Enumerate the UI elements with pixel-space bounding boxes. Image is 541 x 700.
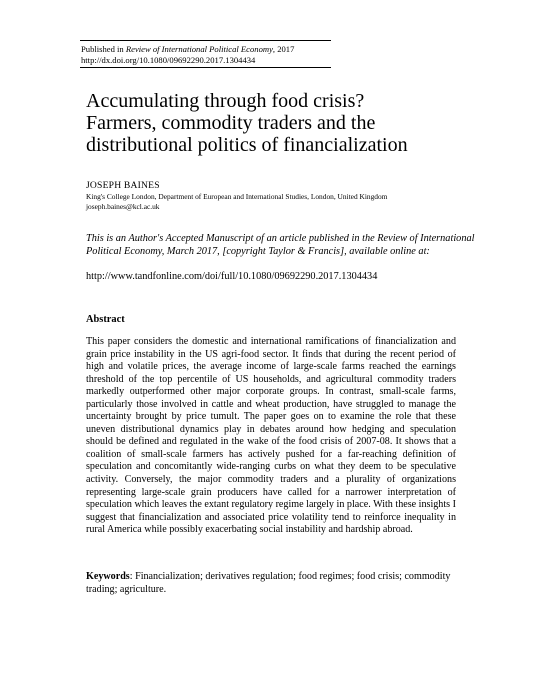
title-line: distributional politics of financialization xyxy=(86,134,408,156)
title-line: Farmers, commodity traders and the xyxy=(86,112,376,134)
abstract-body: This paper considers the domestic and international ramifications of financialization and grain price instability in the US agri-food sector. It finds that during the recent period of high and volatile prices, the average income of large-scale farms reached the earnings threshold of the top percentile of US households, and agricultural commodity traders markedly outperformed other major corporate groups. In contrast, small-scale farms, particularly those involved in cattle and wheat production, have struggled to manage the uncertainty brought by price tumult. The paper goes on to examine the role that these uneven distributional dynamics play in debates around how hedging and speculation should be defined and regulated in the wake of the food crisis of 2007-08. It shows that a coalition of small-scale farmers has actively pushed for a far-reaching definition of speculation and concomitantly wide-ranging curbs on what they deem to be speculative activity. Conversely, the major commodity traders and a plurality of organizations representing large-scale grain producers have called for a narrower interpretation of speculation which leaves the extant regulatory regime largely in place. With these insights I suggest that financialization and associated price volatility tend to reinforce inequality in rural America while possibly exacerbating social instability and hardship abroad. xyxy=(86,336,456,536)
abstract-heading: Abstract xyxy=(86,314,125,325)
publication-info xyxy=(81,44,294,66)
title-line: Accumulating through food crisis? xyxy=(86,90,365,112)
publication-line xyxy=(81,44,294,55)
published-suffix: , 2017 xyxy=(272,44,295,54)
keywords xyxy=(86,571,456,596)
author-details xyxy=(86,192,387,212)
published-prefix: Published in xyxy=(81,44,126,54)
paper-title xyxy=(86,90,486,156)
manuscript-url[interactable]: http://www.tandfonline.com/doi/full/10.1080/09692290.2017.1304434 xyxy=(86,271,378,282)
doi-link[interactable]: http://dx.doi.org/10.1080/09692290.2017.1304434 xyxy=(81,55,256,65)
keywords-label: Keywords xyxy=(86,571,130,582)
author-affiliation: King's College London, Department of European and International Studies, London, United Kingdom xyxy=(86,192,388,201)
author-email[interactable]: joseph.baines@kcl.ac.uk xyxy=(86,202,160,211)
keywords-text: : Financialization; derivatives regulation; food regimes; food crisis; commodity trading; agriculture. xyxy=(86,571,451,595)
journal-name: Review of International Political Economy xyxy=(125,44,273,54)
manuscript-note: This is an Author's Accepted Manuscript of an article published in the Review of International Political Economy, March 2017, [copyright Taylor & Francis], available online at: xyxy=(86,233,475,257)
author-name: JOSEPH BAINES xyxy=(86,180,160,191)
header-bottom-rule xyxy=(80,67,331,68)
header-top-rule xyxy=(80,40,331,41)
